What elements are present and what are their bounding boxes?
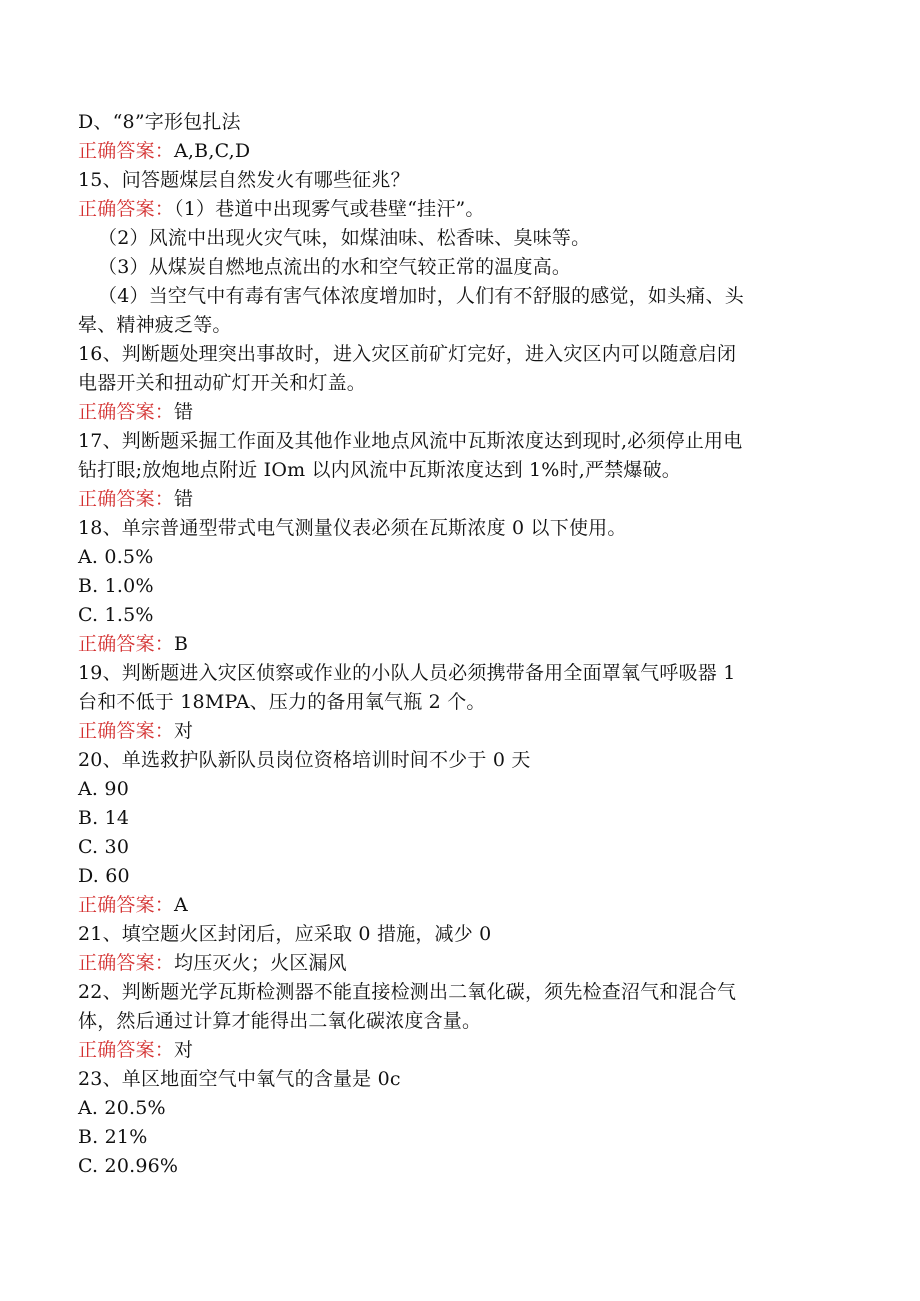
text-line (78, 224, 848, 253)
text-line (78, 456, 848, 485)
text-line (78, 1152, 848, 1181)
line-text: B (174, 633, 189, 655)
answer-label: 正确答案： (78, 140, 175, 162)
line-text: 17、判断题采掘工作面及其他作业地点风流中瓦斯浓度达到现时,必须停止用电 (78, 430, 743, 452)
answer-line (78, 1036, 848, 1065)
line-text: 对 (174, 720, 194, 742)
answer-label: 正确答案： (78, 720, 175, 742)
text-line (78, 804, 848, 833)
text-line (78, 862, 848, 891)
line-text: 错 (174, 488, 194, 510)
line-text: 对 (174, 1039, 194, 1061)
line-text: 晕、精神疲乏等。 (78, 314, 232, 336)
answer-line (78, 630, 848, 659)
line-text: C. 20.96% (78, 1155, 179, 1177)
line-text: 16、判断题处理突出事故时，进入灾区前矿灯完好，进入灾区内可以随意启闭 (78, 343, 737, 365)
line-text: B. 1.0% (78, 575, 154, 597)
line-text: 均压灭火；火区漏风 (174, 952, 347, 974)
answer-line (78, 137, 848, 166)
text-line (78, 282, 848, 311)
text-line (78, 108, 848, 137)
text-line (78, 978, 848, 1007)
line-text: （4）当空气中有毒有害气体浓度增加时，人们有不舒服的感觉，如头痛、头 (98, 285, 744, 307)
line-text: C. 1.5% (78, 604, 154, 626)
text-line (78, 920, 848, 949)
line-text: A. 90 (78, 778, 129, 800)
line-text: 18、单宗普通型带式电气测量仪表必须在瓦斯浓度 0 以下使用。 (78, 517, 627, 539)
answer-label: 正确答案： (78, 1039, 175, 1061)
line-text: 23、单区地面空气中氧气的含量是 0c (78, 1068, 401, 1090)
text-line (78, 1065, 848, 1094)
line-text: 19、判断题进入灾区侦察或作业的小队人员必须携带备用全面罩氧气呼吸器 1 (78, 662, 736, 684)
line-text: 错 (174, 401, 194, 423)
answer-line (78, 891, 848, 920)
text-line (78, 1123, 848, 1152)
line-text: 台和不低于 18MPA、压力的备用氧气瓶 2 个。 (78, 691, 486, 713)
line-text: A. 20.5% (78, 1097, 166, 1119)
answer-label: 正确答案： (78, 952, 175, 974)
text-line (78, 746, 848, 775)
line-text: A (174, 894, 188, 916)
text-line (78, 369, 848, 398)
text-line (78, 543, 848, 572)
line-text: B. 21% (78, 1126, 148, 1148)
text-line (78, 601, 848, 630)
text-line (78, 1007, 848, 1036)
text-line (78, 659, 848, 688)
answer-label: 正确答案： (78, 894, 175, 916)
text-line (78, 427, 848, 456)
line-text: 21、填空题火区封闭后，应采取 0 措施，减少 0 (78, 923, 492, 945)
line-text: 15、问答题煤层自然发火有哪些征兆？ (78, 169, 410, 191)
answer-label: 正确答案： (78, 401, 175, 423)
line-text: （3）从煤炭自燃地点流出的水和空气较正常的温度高。 (98, 256, 572, 278)
text-line (78, 1094, 848, 1123)
answer-line (78, 949, 848, 978)
line-text: C. 30 (78, 836, 130, 858)
text-line (78, 775, 848, 804)
line-text: 电器开关和扭动矿灯开关和灯盖。 (78, 372, 367, 394)
line-text: 20、单选救护队新队员岗位资格培训时间不少于 0 天 (78, 749, 531, 771)
document-page (78, 108, 848, 1181)
line-text: D、“8”字形包扎法 (78, 111, 241, 133)
text-line (78, 572, 848, 601)
text-line (78, 688, 848, 717)
answer-line (78, 195, 848, 224)
text-line (78, 514, 848, 543)
line-text: 体，然后通过计算才能得出二氧化碳浓度含量。 (78, 1010, 482, 1032)
answer-label: 正确答案： (78, 198, 175, 220)
text-line (78, 833, 848, 862)
line-text: 22、判断题光学瓦斯检测器不能直接检测出二氧化碳，须先检查沼气和混合气 (78, 981, 737, 1003)
answer-line (78, 717, 848, 746)
answer-line (78, 398, 848, 427)
text-line (78, 340, 848, 369)
answer-line (78, 485, 848, 514)
text-line (78, 311, 848, 340)
text-line (78, 166, 848, 195)
answer-label: 正确答案： (78, 633, 175, 655)
line-text: B. 14 (78, 807, 130, 829)
line-text: （2）风流中出现火灾气味，如煤油味、松香味、臭味等。 (98, 227, 591, 249)
line-text: D. 60 (78, 865, 130, 887)
line-text: （1）巷道中出现雾气或巷壁“挂汗”。 (174, 198, 485, 220)
text-line (78, 253, 848, 282)
line-text: 钻打眼;放炮地点附近 IOm 以内风流中瓦斯浓度达到 1%时,严禁爆破。 (78, 459, 682, 481)
line-text: A,B,C,D (174, 140, 251, 162)
line-text: A. 0.5% (78, 546, 154, 568)
answer-label: 正确答案： (78, 488, 175, 510)
